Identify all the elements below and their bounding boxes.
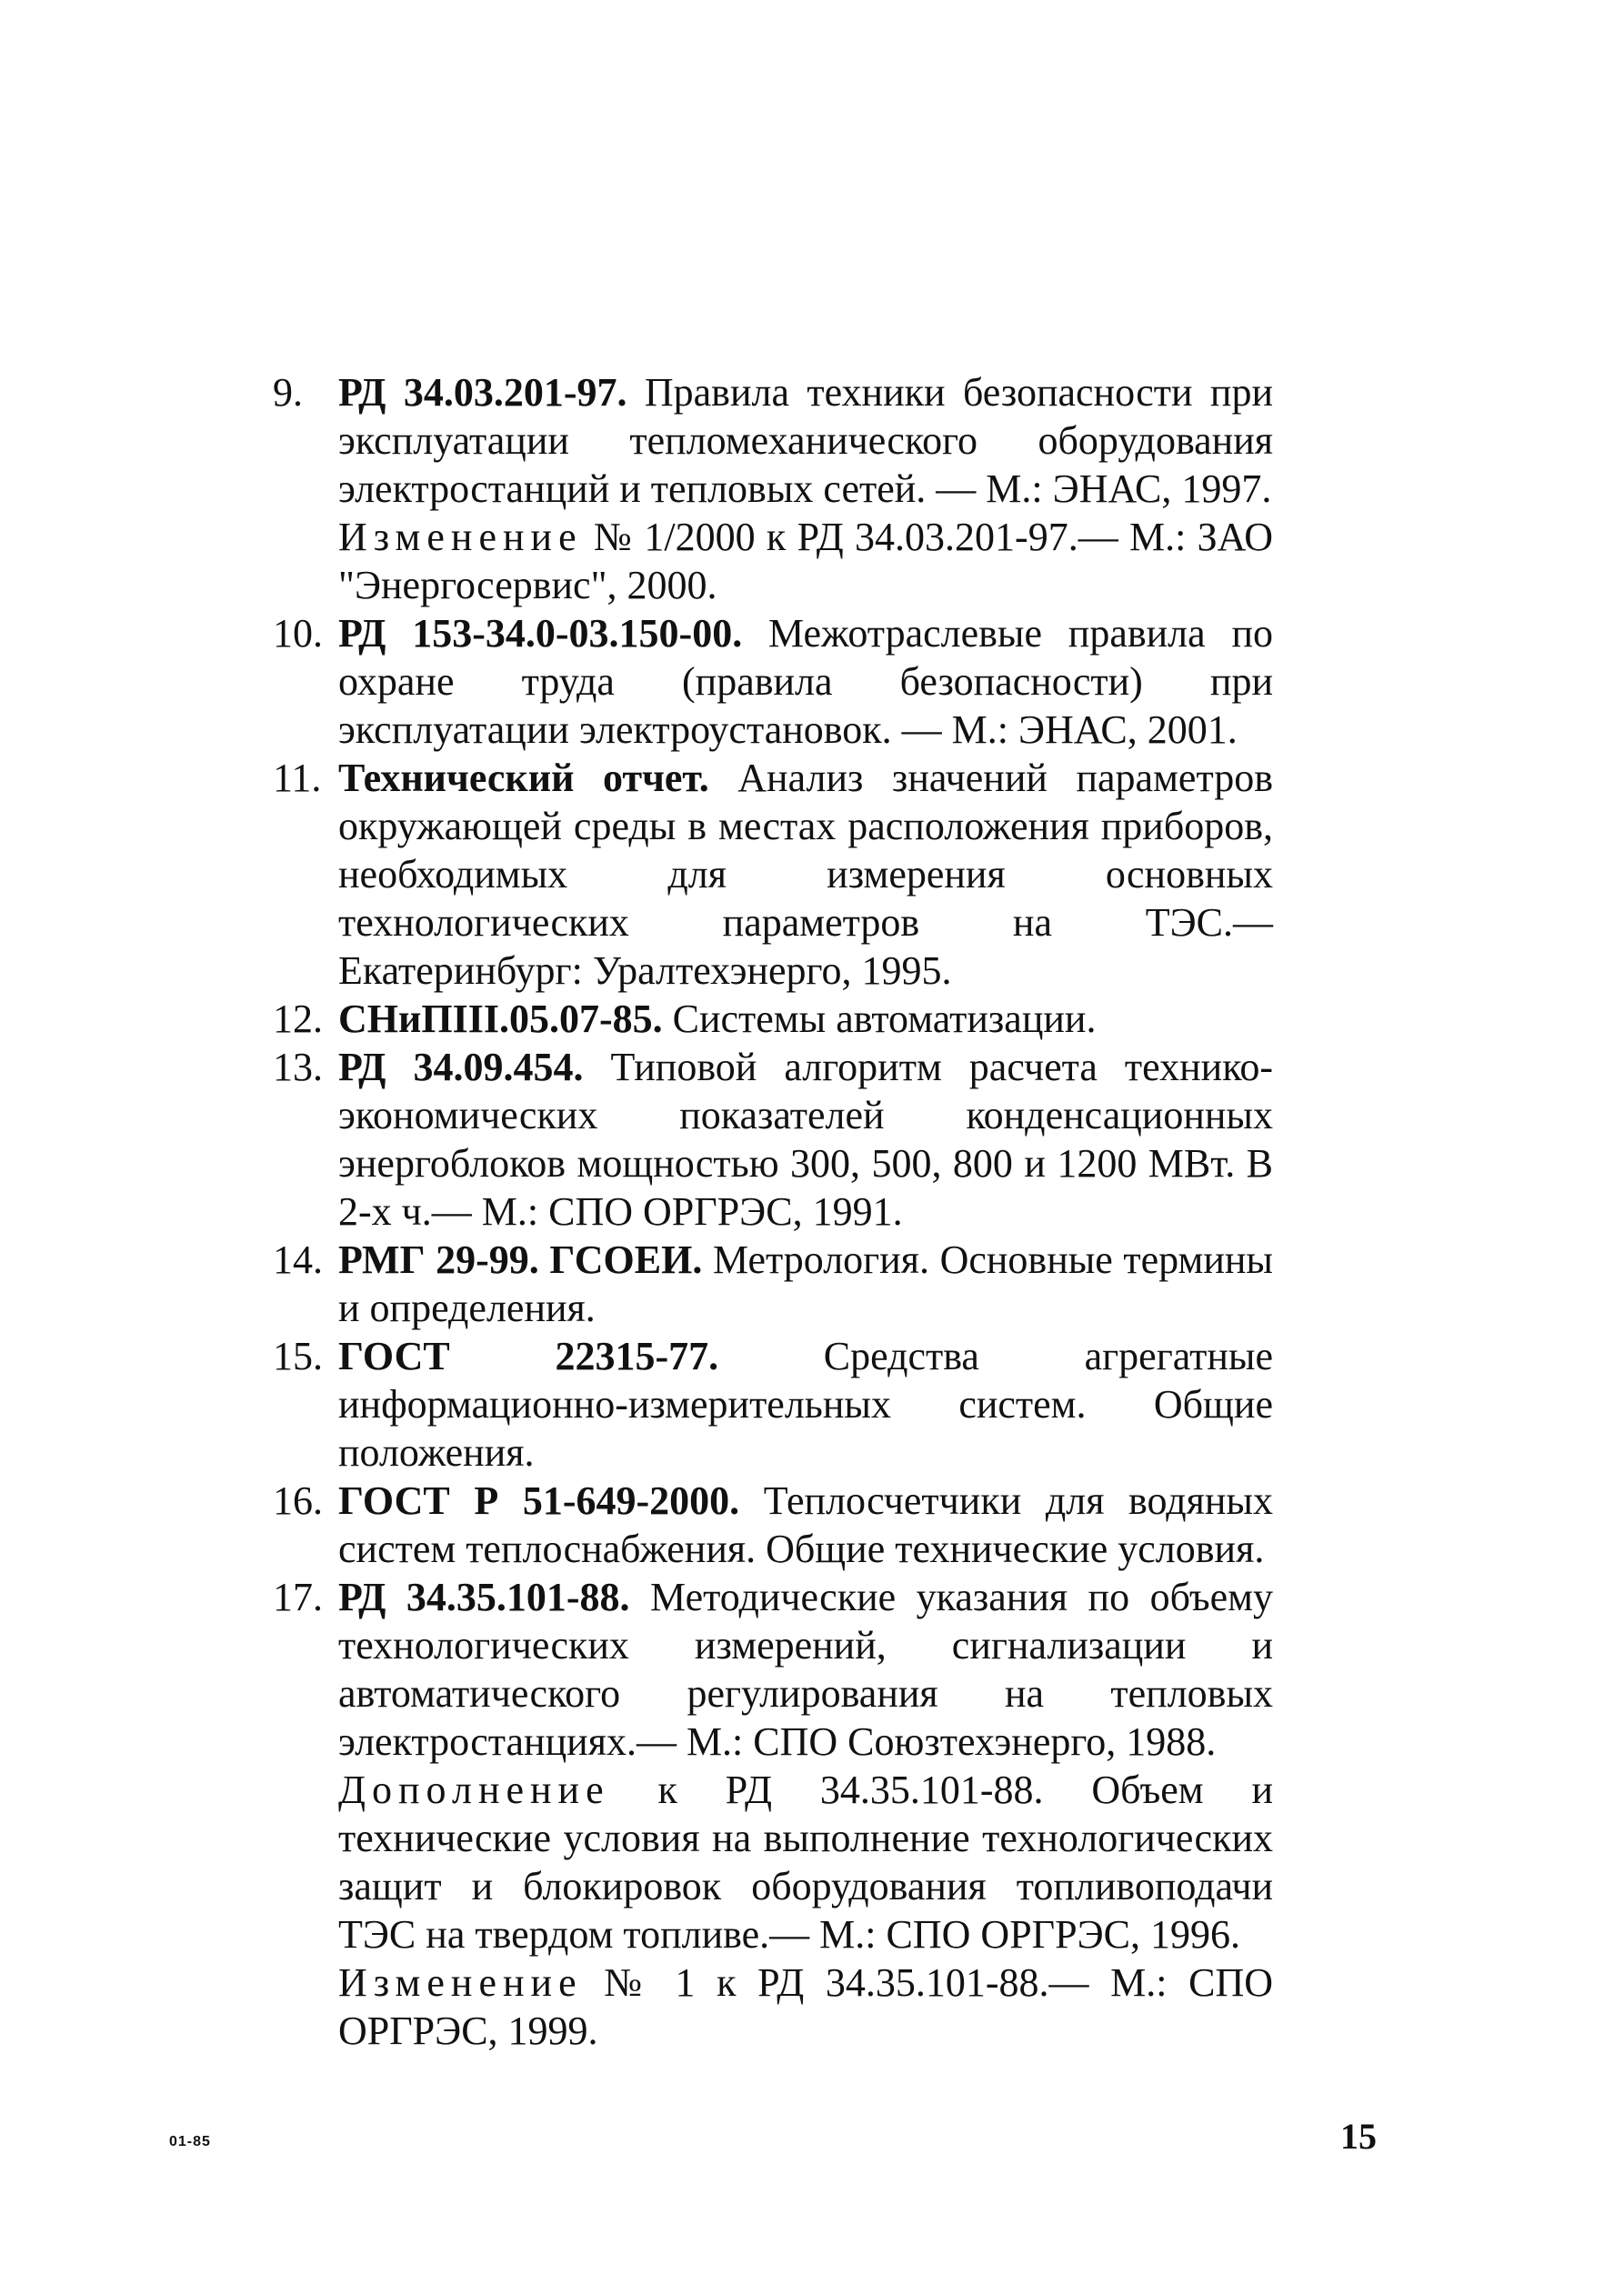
document-code: РД 34.09.454.: [338, 1045, 584, 1089]
item-number: 13.: [273, 1045, 323, 1089]
list-item: [273, 609, 1273, 754]
item-number: 14.: [273, 1237, 323, 1282]
document-code: Технический отчет.: [338, 756, 709, 800]
document-code: РД 34.03.201-97.: [338, 370, 627, 415]
sub-entry-lead: Изменение: [338, 515, 583, 559]
sub-entry-text: № 1/2000 к РД 34.03.201-97.— М.: ЗАО "Энергосервис", 2000.: [338, 515, 1273, 607]
item-number: 11.: [273, 756, 322, 800]
sub-entry: [338, 513, 1273, 609]
document-code: ГОСТ Р 51-649-2000.: [338, 1478, 740, 1523]
item-number: 15.: [273, 1334, 323, 1378]
document-code: СНиПIII.05.07-85.: [338, 997, 663, 1041]
document-code: РД 34.35.101-88.: [338, 1575, 630, 1619]
list-item: [273, 1477, 1273, 1573]
sub-entry-lead: Дополнение: [338, 1768, 610, 1812]
sub-entry-text: № 1 к РД 34.35.101-88.— М.: СПО ОРГРЭС, 1999.: [338, 1960, 1273, 2053]
item-number: 10.: [273, 611, 323, 656]
list-item: [273, 1332, 1273, 1477]
item-text: Метрология. Основные термины и определения.: [338, 1237, 1273, 1330]
sub-entry: [338, 1766, 1273, 1958]
list-item: [273, 368, 1273, 609]
item-text: Теплосчетчики для водяных систем теплоснабжения. Общие технические условия.: [338, 1478, 1273, 1571]
sub-entry: [338, 1958, 1273, 2055]
item-number: 16.: [273, 1478, 323, 1523]
list-item: [273, 1573, 1273, 2055]
list-item: [273, 995, 1273, 1043]
item-text: Методические указания по объему технологических измерений, сигнализации и автоматического регулирования на тепловых электростанциях.— М.: СПО Союзтехэнерго, 1988.: [338, 1575, 1273, 1764]
item-text: Анализ значений параметров окружающей среды в местах расположения приборов, необходимых для измерения основных технологических параметров на ТЭС.— Екатеринбург: Уралтехэнерго, 1995.: [338, 756, 1273, 993]
document-code: ГОСТ 22315-77.: [338, 1334, 719, 1378]
document-code: РМГ 29-99. ГСОЕИ.: [338, 1237, 703, 1282]
list-item: [273, 1043, 1273, 1236]
item-text: Правила техники безопасности при эксплуатации тепломеханического оборудования электростанций и тепловых сетей. — М.: ЭНАС, 1997.: [338, 370, 1273, 511]
reference-list: [273, 368, 1273, 2055]
item-number: 12.: [273, 997, 323, 1041]
list-item: [273, 1236, 1273, 1332]
item-text: Типовой алгоритм расчета технико-экономических показателей конденсационных энергоблоков мощностью 300, 500, 800 и 1200 МВт. В 2-х ч.— М.: СПО ОРГРЭС, 1991.: [338, 1045, 1273, 1234]
sub-entry-lead: Изменение: [338, 1960, 583, 2005]
item-text: Системы автоматизации.: [672, 997, 1097, 1041]
item-number: 17.: [273, 1575, 323, 1619]
document-code: РД 153-34.0-03.150-00.: [338, 611, 743, 656]
item-text: Межотраслевые правила по охране труда (правила безопасности) при эксплуатации электроустановок. — М.: ЭНАС, 2001.: [338, 611, 1273, 752]
item-number: 9.: [273, 370, 303, 415]
footer-code: 01-85: [169, 2134, 211, 2149]
list-item: [273, 754, 1273, 995]
item-text: Средства агрегатные информационно-измерительных систем. Общие положения.: [338, 1334, 1274, 1475]
page-number: 15: [1340, 2116, 1377, 2157]
sub-entry-text: к РД 34.35.101-88. Объем и технические условия на выполнение технологических защит и блокировок оборудования топливоподачи ТЭС на твердом топливе.— М.: СПО ОРГРЭС, 1996.: [338, 1768, 1273, 1957]
